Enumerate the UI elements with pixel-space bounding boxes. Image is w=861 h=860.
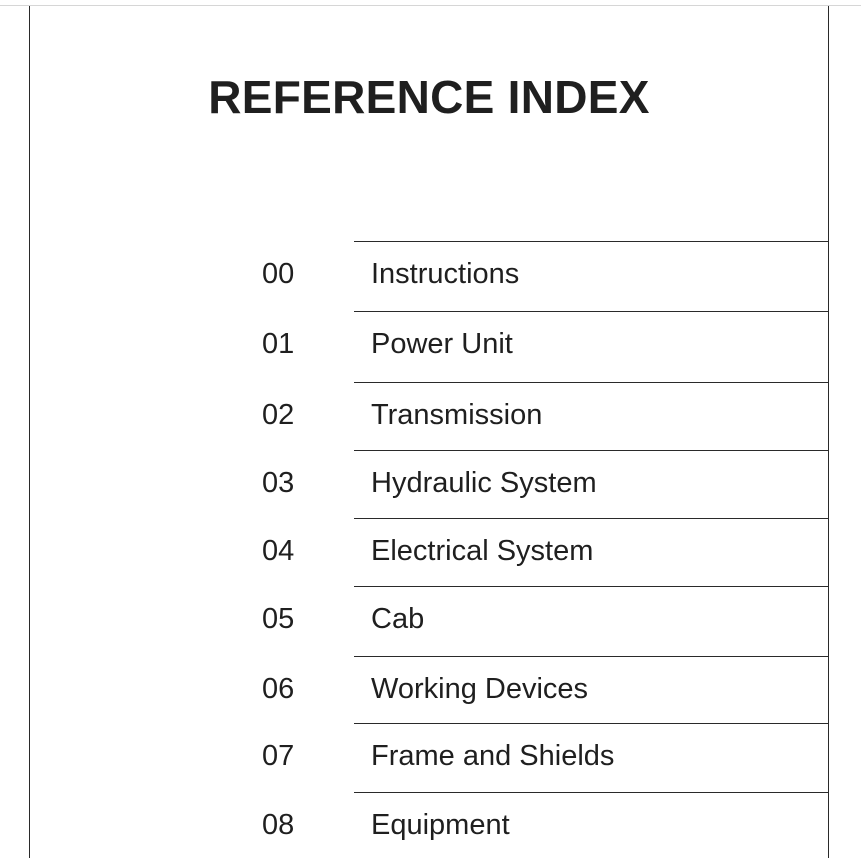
row-divider [354, 792, 828, 793]
section-number: 07 [262, 740, 295, 772]
section-title[interactable]: Frame and Shields [371, 740, 615, 772]
row-divider [354, 656, 828, 657]
row-divider [354, 450, 828, 451]
section-number: 04 [262, 535, 295, 567]
section-number: 01 [262, 328, 295, 360]
section-title[interactable]: Cab [371, 603, 425, 635]
section-title[interactable]: Transmission [371, 399, 543, 431]
section-number: 06 [262, 673, 295, 705]
section-title[interactable]: Equipment [371, 809, 510, 841]
row-divider [354, 723, 828, 724]
index-row[interactable] [30, 792, 828, 860]
document-page [29, 6, 829, 858]
index-row[interactable] [30, 656, 828, 724]
section-number: 05 [262, 603, 295, 635]
section-title[interactable]: Instructions [371, 258, 520, 290]
section-title[interactable]: Electrical System [371, 535, 594, 567]
section-number: 03 [262, 467, 295, 499]
index-row[interactable] [30, 723, 828, 791]
row-divider [354, 382, 828, 383]
section-number: 00 [262, 258, 295, 290]
index-row[interactable] [30, 450, 828, 518]
section-number: 08 [262, 809, 295, 841]
row-divider [354, 586, 828, 587]
index-row[interactable] [30, 518, 828, 586]
section-title[interactable]: Power Unit [371, 328, 513, 360]
section-title[interactable]: Working Devices [371, 673, 589, 705]
section-number: 02 [262, 399, 295, 431]
row-divider [354, 311, 828, 312]
index-row[interactable] [30, 586, 828, 654]
row-divider [354, 241, 828, 242]
index-row[interactable] [30, 311, 828, 379]
page-title: REFERENCE INDEX [208, 71, 650, 123]
index-row[interactable] [30, 382, 828, 450]
row-divider [354, 518, 828, 519]
index-row[interactable] [30, 241, 828, 309]
section-title[interactable]: Hydraulic System [371, 467, 597, 499]
